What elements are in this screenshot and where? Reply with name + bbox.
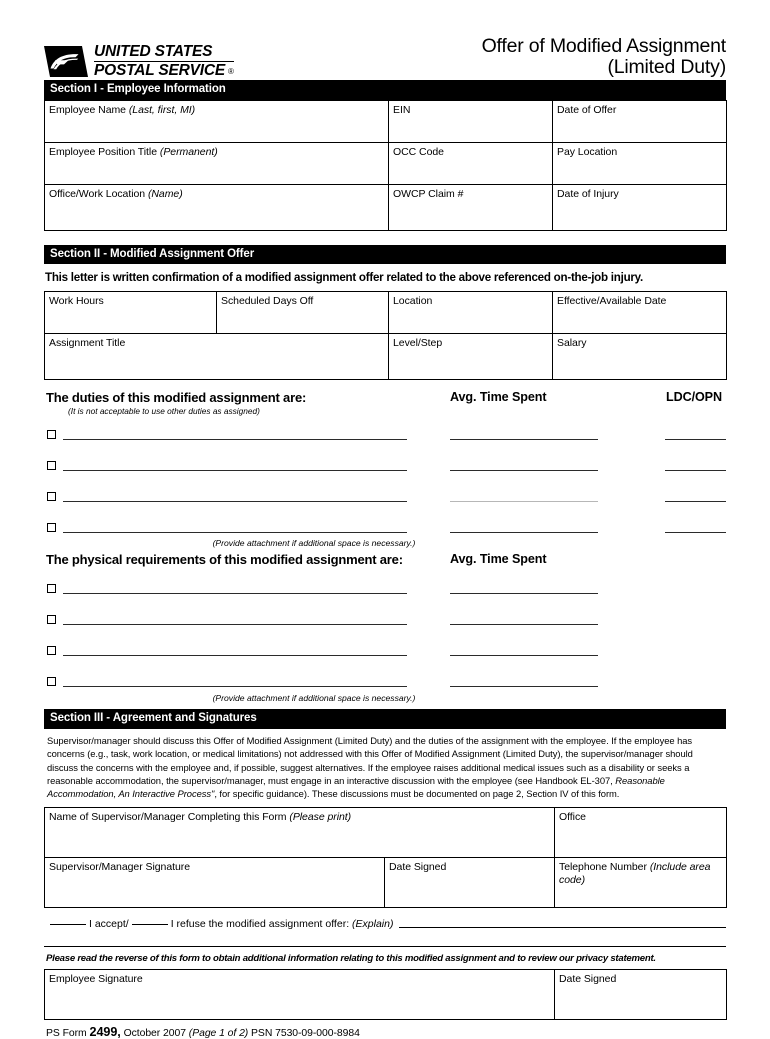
field-location[interactable]: Location bbox=[389, 292, 553, 334]
physical-description-line[interactable] bbox=[63, 593, 407, 594]
field-office[interactable]: Office bbox=[555, 807, 727, 857]
field-occ-code[interactable]: OCC Code bbox=[389, 142, 553, 184]
field-work-hours[interactable]: Work Hours bbox=[45, 292, 217, 334]
field-pay-location[interactable]: Pay Location bbox=[553, 142, 727, 184]
duty-line-row bbox=[44, 482, 726, 513]
accept-refuse-row bbox=[44, 908, 726, 947]
field-assignment-title[interactable]: Assignment Title bbox=[45, 334, 389, 380]
duties-subtitle: (It is not acceptable to use other duties as assigned) bbox=[68, 406, 260, 417]
physical-requirements-title: The physical requirements of this modified assignment are: bbox=[46, 552, 403, 568]
duty-ldc-opn-line[interactable] bbox=[665, 439, 726, 440]
physical-line-row bbox=[44, 574, 726, 605]
duty-checkbox[interactable] bbox=[47, 461, 56, 470]
section-1-table bbox=[44, 100, 727, 231]
physical-line-row bbox=[44, 636, 726, 667]
field-effective-available-date[interactable]: Effective/Available Date bbox=[553, 292, 727, 334]
accept-refuse-text: I accept/ I refuse the modified assignment offer: (Explain) bbox=[47, 918, 393, 930]
field-ein[interactable]: EIN bbox=[389, 100, 553, 142]
duty-line-row bbox=[44, 513, 726, 544]
physical-avg-time-line[interactable] bbox=[450, 593, 598, 594]
section-3-header: Section III - Agreement and Signatures bbox=[44, 709, 726, 729]
psn-number: PSN 7530-09-000-8984 bbox=[248, 1028, 360, 1039]
field-date-signed-supervisor[interactable]: Date Signed bbox=[385, 857, 555, 907]
form-number: 2499, bbox=[89, 1025, 121, 1039]
field-date-of-offer[interactable]: Date of Offer bbox=[553, 100, 727, 142]
physical-line-row bbox=[44, 605, 726, 636]
logo-line-2: POSTAL SERVICE ® bbox=[94, 61, 234, 79]
duty-ldc-opn-line[interactable] bbox=[665, 470, 726, 471]
duty-checkbox[interactable] bbox=[47, 492, 56, 501]
table-row bbox=[45, 100, 727, 142]
duties-ldc-opn-header: LDC/OPN bbox=[666, 390, 722, 405]
logo-line-1: UNITED STATES bbox=[94, 44, 234, 62]
registered-mark-icon: ® bbox=[228, 66, 234, 76]
duty-line-row bbox=[44, 420, 726, 451]
section-2-header: Section II - Modified Assignment Offer bbox=[44, 245, 726, 265]
duty-description-line[interactable] bbox=[63, 501, 407, 502]
duty-description-line[interactable] bbox=[63, 470, 407, 471]
usps-eagle-icon bbox=[44, 46, 88, 77]
field-date-signed-employee[interactable]: Date Signed bbox=[555, 970, 727, 1020]
title-line-2: (Limited Duty) bbox=[607, 55, 726, 78]
duty-description-line[interactable] bbox=[63, 439, 407, 440]
table-row bbox=[45, 142, 727, 184]
usps-logo bbox=[44, 44, 234, 78]
duty-ldc-opn-line[interactable] bbox=[665, 501, 726, 502]
physical-avg-time-line[interactable] bbox=[450, 686, 598, 687]
field-employee-signature[interactable]: Employee Signature bbox=[45, 970, 555, 1020]
form-header bbox=[44, 30, 726, 80]
physical-description-line[interactable] bbox=[63, 686, 407, 687]
table-row bbox=[45, 334, 727, 380]
form-footer: PS Form 2499, October 2007 (Page 1 of 2) PSN 7530-09-000-8984 bbox=[46, 1025, 360, 1039]
duty-avg-time-line[interactable] bbox=[450, 501, 598, 502]
physical-avg-time-line[interactable] bbox=[450, 655, 598, 656]
duty-avg-time-line[interactable] bbox=[450, 532, 598, 533]
physical-checkbox[interactable] bbox=[47, 584, 56, 593]
duty-ldc-opn-line[interactable] bbox=[665, 532, 726, 533]
duties-attachment-note: (Provide attachment if additional space is necessary.) bbox=[212, 538, 416, 549]
field-level-step[interactable]: Level/Step bbox=[389, 334, 553, 380]
section-3-signature-table bbox=[44, 807, 727, 908]
duty-avg-time-line[interactable] bbox=[450, 439, 598, 440]
privacy-statement-note: Please read the reverse of this form to obtain additional information relating to this modified assignment and to review our privacy statement. bbox=[46, 952, 656, 964]
field-office-work-location[interactable]: Office/Work Location (Name) bbox=[45, 184, 389, 230]
physical-avg-time-header: Avg. Time Spent bbox=[450, 552, 547, 567]
section-1-header: Section I - Employee Information bbox=[44, 80, 726, 100]
section-3-paragraph: Supervisor/manager should discuss this Offer of Modified Assignment (Limited Duty) and the duties of the assignment with the employee. If the employee has concerns (e.g., task, work location, or medical limitations) not addressed with this Offer of Modified Assignment (Limited Duty), the supervisor/manager should discuss the concerns with the employee and, if possible, suggest alternatives. If the employee raises additional medical issues such as a disability or seeks a reasonable accommodation, the supervisor/manager, must engage in an interactive discussion with the employee (see Handbook EL-307, Reasonable Accommodation, An Interactive Process", for specific guidance). These discussions must be documented on page 2, Section IV of this form. bbox=[47, 734, 693, 800]
usps-wordmark bbox=[94, 44, 234, 78]
table-row bbox=[45, 970, 727, 1020]
physical-requirement-lines bbox=[44, 574, 726, 698]
table-row bbox=[45, 807, 727, 857]
page-indicator: (Page 1 of 2) bbox=[188, 1028, 249, 1039]
field-supervisor-name[interactable]: Name of Supervisor/Manager Completing this Form (Please print) bbox=[45, 807, 555, 857]
field-telephone-number[interactable]: Telephone Number (Include area code) bbox=[555, 857, 727, 907]
duty-checkbox[interactable] bbox=[47, 523, 56, 532]
accept-blank[interactable] bbox=[50, 924, 86, 925]
ps-form-2499 bbox=[44, 30, 726, 1039]
field-owcp-claim[interactable]: OWCP Claim # bbox=[389, 184, 553, 230]
section-2-table bbox=[44, 291, 727, 380]
duties-title: The duties of this modified assignment are: bbox=[46, 390, 307, 406]
employee-signature-table bbox=[44, 969, 727, 1020]
physical-attachment-note: (Provide attachment if additional space is necessary.) bbox=[212, 693, 416, 704]
explain-line[interactable] bbox=[399, 927, 726, 928]
table-row bbox=[45, 184, 727, 230]
field-date-of-injury[interactable]: Date of Injury bbox=[553, 184, 727, 230]
field-supervisor-signature[interactable]: Supervisor/Manager Signature bbox=[45, 857, 385, 907]
duty-checkbox[interactable] bbox=[47, 430, 56, 439]
page-title bbox=[482, 36, 726, 78]
physical-description-line[interactable] bbox=[63, 624, 407, 625]
field-salary[interactable]: Salary bbox=[553, 334, 727, 380]
title-line-1: Offer of Modified Assignment bbox=[481, 34, 726, 57]
table-row bbox=[45, 857, 727, 907]
physical-avg-time-line[interactable] bbox=[450, 624, 598, 625]
duties-header bbox=[44, 390, 726, 420]
physical-checkbox[interactable] bbox=[47, 615, 56, 624]
physical-description-line[interactable] bbox=[63, 655, 407, 656]
physical-checkbox[interactable] bbox=[47, 677, 56, 686]
field-employee-position-title[interactable]: Employee Position Title (Permanent) bbox=[45, 142, 389, 184]
physical-line-row bbox=[44, 667, 726, 698]
duty-description-line[interactable] bbox=[63, 532, 407, 533]
physical-checkbox[interactable] bbox=[47, 646, 56, 655]
duty-avg-time-line[interactable] bbox=[450, 470, 598, 471]
duties-avg-time-header: Avg. Time Spent bbox=[450, 390, 547, 405]
refuse-blank[interactable] bbox=[132, 924, 168, 925]
field-employee-name[interactable]: Employee Name (Last, first, MI) bbox=[45, 100, 389, 142]
duty-line-row bbox=[44, 451, 726, 482]
physical-requirements-header bbox=[44, 552, 726, 574]
section-2-statement: This letter is written confirmation of a modified assignment offer related to the above referenced on-the-job injury. bbox=[45, 271, 643, 285]
duties-lines bbox=[44, 420, 726, 544]
table-row bbox=[45, 292, 727, 334]
field-scheduled-days-off[interactable]: Scheduled Days Off bbox=[217, 292, 389, 334]
